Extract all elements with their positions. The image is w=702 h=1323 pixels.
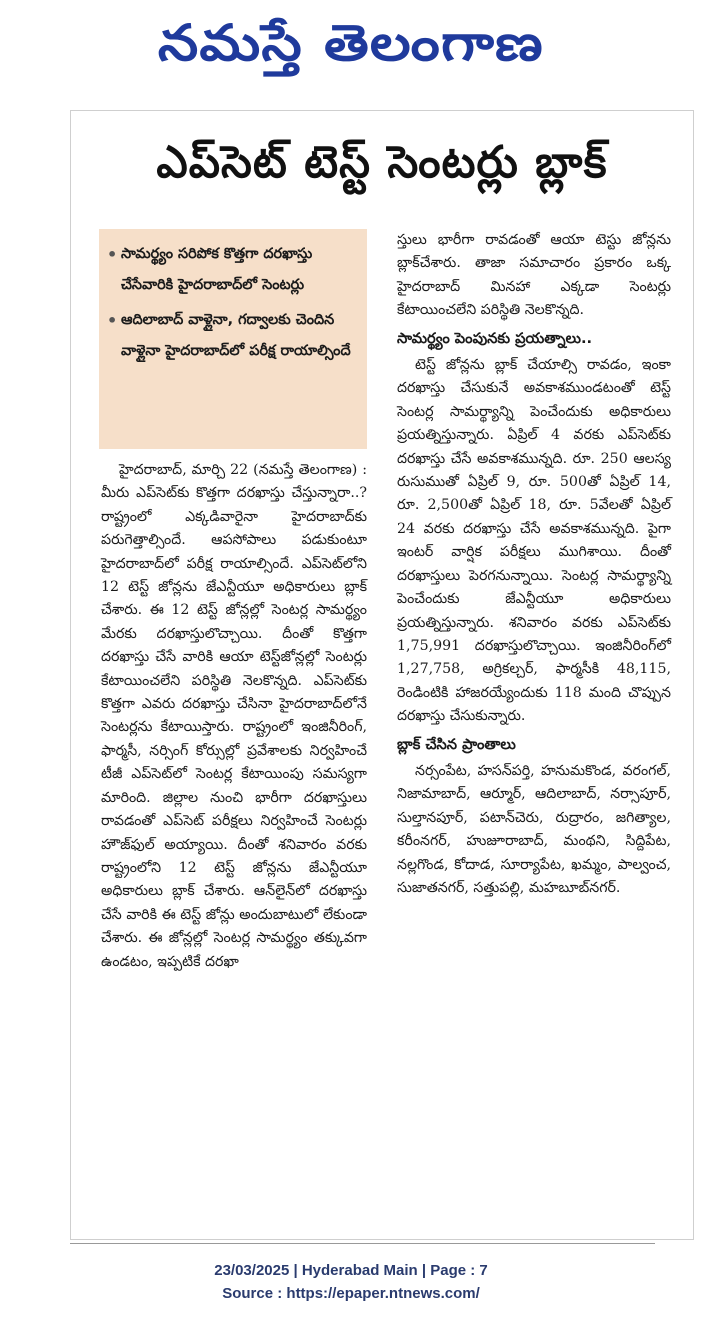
footer-divider	[70, 1243, 655, 1244]
body-paragraph: నర్సంపేట, హసన్‌పర్తి, హనుమకొండ, వరంగల్, నిజామాబాద్, ఆర్మూర్, ఆదిలాబాద్, నర్సాపూర్, సుల్తానపూర్, పటాన్‌చెరు, రుద్రారం, జగిత్యాల, కరీంనగర్, హుజూరాబాద్, మంథని, సిద్దిపేట, నల్లగొండ, కోదాడ, సూర్యాపేట, ఖమ్మం, పాల్వంచ, సుజాతనగర్, సత్తుపల్లి, మహబూబ్‌నగర్.	[397, 762, 671, 896]
body-paragraph: స్తులు భారీగా రావడంతో ఆయా టెస్టు జోన్లను బ్లాక్‌చేశారు. తాజా సమాచారం ప్రకారం ఒక్క హైదరాబాద్ మినహా ఎక్కడా సెంటర్లు కేటాయించలేని పరిస్థితి నెలకొన్నది.	[397, 232, 671, 319]
subheading: సామర్థ్యం పెంపునకు ప్రయత్నాలు..	[397, 329, 593, 347]
highlight-item: • ఆదిలాబాద్ వాళ్లైనా, గద్వాలకు చెందిన వాళ్లైనా హైదరాబాద్‌లో పరీక్ష రాయాల్సిందే	[121, 305, 359, 367]
masthead-title: నమస్తే తెలంగాణ	[158, 14, 544, 72]
masthead-logo	[0, 8, 702, 78]
highlights-box	[99, 229, 367, 449]
article-clipping	[70, 110, 694, 1240]
body-paragraph: టెస్ట్ జోన్లను బ్లాక్ చేయాల్సి రావడం, ఇంకా దరఖాస్తు చేసుకునే అవకాశముండటంతో టెస్ట్ సెంటర్ల సామర్థ్యాన్ని పెంచేందుకు అధికారులు ప్రయత్నిస్తున్నారు. ఏప్రిల్ 4 వరకు ఎప్‌సెట్‌కు దరఖాస్తు చేసే అవకాశమున్నది. రూ. 250 ఆలస్య రుసుముతో ఏప్రిల్ 9, రూ. 500తో ఏప్రిల్ 14, రూ. 2,500తో ఏప్రిల్ 18, రూ. 5వేలతో ఏప్రిల్ 24 వరకు దరఖాస్తు చేసే అవకాశమున్నది. పైగా ఇంటర్ వార్షిక పరీక్షలు ముగిశాయి. దీంతో దరఖాస్తులు పెరగనున్నాయి. సెంటర్ల సామర్థ్యాన్ని పెంచేందుకు జేఎన్టీయూ అధికారులు ప్రయత్నిస్తున్నారు. శనివారం వరకు ఎప్‌సెట్‌కు 1,75,991 దరఖాస్తులొచ్చాయి. ఇంజినీరింగ్‌లో 1,27,758, అగ్రికల్చర్, ఫార్మసీకి 48,115, రెండింటికి హాజరయ్యేందుకు 118 మంది చొప్పున దరఖాస్తు చేసుకున్నారు.	[397, 357, 671, 725]
article-column-right	[397, 229, 671, 904]
article-column-left	[101, 459, 367, 978]
footer-source-link[interactable]: Source : https://epaper.ntnews.com/	[222, 1285, 480, 1302]
highlight-item: • సామర్థ్యం సరిపోక కొత్తగా దరఖాస్తు చేసేవారికి హైదరాబాద్‌లో సెంటర్లు	[121, 239, 359, 301]
body-paragraph: హైదరాబాద్, మార్చి 22 (నమస్తే తెలంగాణ) : మీరు ఎప్‌సెట్‌కు కొత్తగా దరఖాస్తు చేస్తున్నారా..? రాష్ట్రంలో ఎక్కడివారైనా హైదరాబాద్‌కు పరుగెత్తాల్సిందే. ఆపసోపాలు పడుకుంటూ హైదరాబాద్‌లో పరీక్ష రాయాల్సిందే. ఎప్‌సెట్‌లోని 12 టెస్ట్ జోన్లను జేఎన్టీయూ అధికారులు బ్లాక్ చేశారు. ఈ 12 టెస్ట్ జోన్లల్లో సెంటర్ల సామర్థ్యం మేరకు దరఖాస్తులొచ్చాయి. దీంతో కొత్తగా దరఖాస్తు చేసే వారికి ఆయా టెస్ట్‌జోన్లల్లో సెంటర్లు కేటాయించలేని పరిస్థితి నెలకొన్నది. ఎప్‌సెట్‌కు కొత్తగా ఎవరు దరఖాస్తు చేసినా హైదరాబాద్‌లోనే సెంటర్లను కేటాయిస్తారు. రాష్ట్రంలో ఇంజినీరింగ్, ఫార్మసీ, నర్సింగ్ కోర్సుల్లో ప్రవేశాలకు నిర్వహించే టీజీ ఎప్‌సెట్‌లో సెంటర్ల కేటాయింపు సమస్యగా మారింది. జిల్లాల నుంచి భారీగా దరఖాస్తులు రావడంతో ఎప్‌సెట్ పరీక్షలు నిర్వహించే సెంటర్లు హౌజ్‌ఫుల్ అయ్యాయి. దీంతో శనివారం వరకు రాష్ట్రంలోని 12 టెస్ట్ జోన్లను జేఎన్టీయూ అధికారులు బ్లాక్ చేశారు. ఆన్‌లైన్‌లో దరఖాస్తు చేసే వారికి ఈ టెస్ట్ జోన్లు అందుబాటులో లేకుండా చేశారు. ఈ జోన్లల్లో సెంటర్ల సామర్థ్యం తక్కువగా ఉండటం, ఇప్పటికే దరఖా	[101, 462, 367, 970]
subheading: బ్లాక్ చేసిన ప్రాంతాలు	[397, 735, 516, 753]
footer-date-edition: 23/03/2025 | Hyderabad Main | Page : 7	[214, 1262, 488, 1279]
article-headline: ఎప్‌సెట్ టెస్ట్ సెంటర్లు బ్లాక్	[156, 137, 608, 188]
highlights-list	[107, 239, 359, 367]
